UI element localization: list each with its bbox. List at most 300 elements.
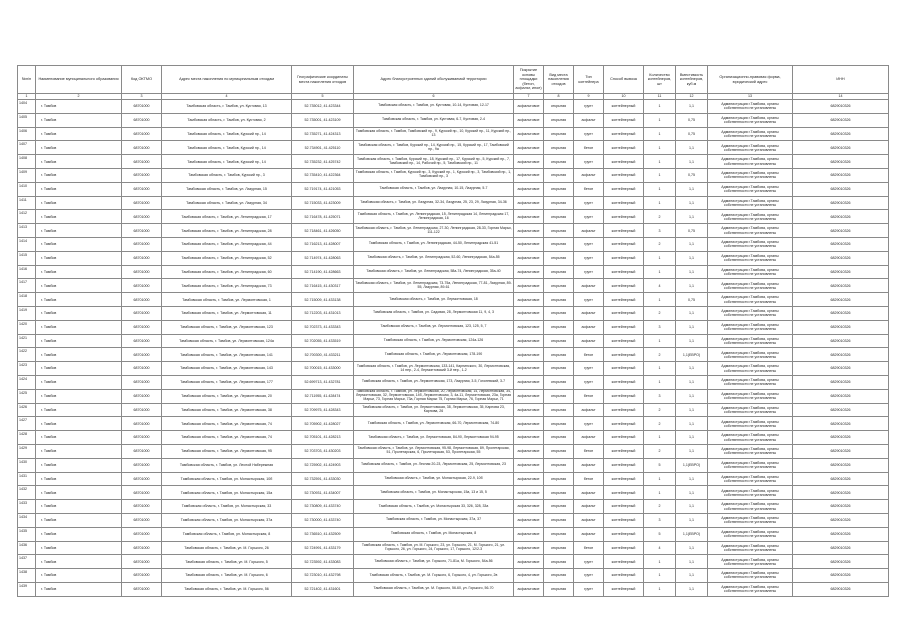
- cell-oktmo-code: 68701000: [122, 403, 162, 417]
- header-row-number: №п/п: [18, 66, 36, 94]
- cell-coordinates: 52.699713, 41.432781: [292, 375, 354, 389]
- cell-surface: асфальтовое: [514, 569, 544, 583]
- cell-removal-method: контейнерный: [604, 417, 644, 431]
- cell-site-address: Тамбовская область, г. Тамбов, ул. Ленинградская, 52: [162, 251, 292, 265]
- column-number-owner: 13: [708, 94, 793, 100]
- cell-municipality: г. Тамбов: [36, 320, 122, 334]
- cell-surface: асфальтовое: [514, 362, 544, 376]
- cell-row-number: 1429: [18, 444, 36, 458]
- cell-surface: асфальтовое: [514, 265, 544, 279]
- cell-owner: Администрация г.Тамбова, органы собственности не установлены: [708, 279, 793, 293]
- cell-served-buildings: Тамбовская область, г. Тамбов, ул. Лермонтовская, 20, Лермонтовская, 14, Лермонтовская, 34, Лермонтовская, 32, Лермонтовская, 14б, Лермонтовская, 3, 4а-11, Лермонтовская, 23а, Горная Марьи, 73, Горная Марьи, 73а, Горная Марьи 75, Горная Марьи, 76, Горная Марьи, 71: [354, 389, 514, 403]
- cell-site-address: Тамбовская область, г. Тамбов, ул. Лесной Набережная: [162, 458, 292, 472]
- cell-container-volume: 0,75: [676, 293, 708, 307]
- cell-container-count: 1: [644, 155, 676, 169]
- cell-site-type: открытая: [544, 127, 574, 141]
- cell-container-volume: 1,1: [676, 334, 708, 348]
- cell-surface: асфальтовое: [514, 458, 544, 472]
- cell-owner: Администрация г.Тамбова, органы собственности не установлены: [708, 444, 793, 458]
- cell-owner: Администрация г.Тамбова, органы собственности не установлены: [708, 210, 793, 224]
- cell-served-buildings: Тамбовская область, г. Тамбов, ул. М. Горького, 56-60, ул. Горького, 56-70: [354, 582, 514, 596]
- cell-inn: 6829010326: [793, 251, 889, 265]
- cell-served-buildings: Тамбовская область, г. Тамбов, Курский пр., 3, Курский пр., 1, Курский пр., 3, Тамбовский пр., 1, Тамбовский пр., 3: [354, 168, 514, 182]
- cell-site-address: Тамбовская область, г. Тамбов, ул. Лермонтовская, 20: [162, 389, 292, 403]
- cell-container-type: грунт: [574, 362, 604, 376]
- cell-site-address: Тамбовская область, г. Тамбов, ул. Лазурная, 15: [162, 182, 292, 196]
- table-row: [18, 100, 889, 114]
- cell-inn: 6829010326: [793, 569, 889, 583]
- cell-site-type: открытая: [544, 513, 574, 527]
- cell-container-count: 1: [644, 569, 676, 583]
- table-body: [18, 100, 889, 597]
- cell-coordinates: 52.735012, 41.423344: [292, 100, 354, 114]
- cell-container-count: 1: [644, 100, 676, 114]
- cell-inn: 6829010326: [793, 306, 889, 320]
- cell-site-type: открытая: [544, 141, 574, 155]
- cell-row-number: 1427: [18, 417, 36, 431]
- column-number-municipality: 2: [36, 94, 122, 100]
- cell-surface: асфальтовое: [514, 293, 544, 307]
- cell-container-count: 2: [644, 403, 676, 417]
- cell-surface: асфальтовое: [514, 155, 544, 169]
- table-row: [18, 293, 889, 307]
- cell-container-type: асфальт: [574, 431, 604, 445]
- cell-municipality: г. Тамбов: [36, 182, 122, 196]
- cell-owner: Администрация г.Тамбова, органы собственности не установлены: [708, 320, 793, 334]
- cell-oktmo-code: 68701000: [122, 417, 162, 431]
- cell-owner: Администрация г.Тамбова, органы собственности не установлены: [708, 513, 793, 527]
- table-row: [18, 403, 889, 417]
- cell-row-number: 1433: [18, 500, 36, 514]
- cell-site-address: Тамбовская область, г. Тамбов, ул. Лермонтовская, 124а: [162, 334, 292, 348]
- cell-removal-method: контейнерный: [604, 168, 644, 182]
- cell-site-address: Тамбовская область, г. Тамбов, ул. Лермонтовская, 1: [162, 293, 292, 307]
- table-row: [18, 500, 889, 514]
- cell-surface: асфальтовое: [514, 113, 544, 127]
- cell-site-address: Тамбовская область, г. Тамбов, ул. Монастырская, 15а: [162, 486, 292, 500]
- cell-municipality: г. Тамбов: [36, 375, 122, 389]
- cell-container-type: асфальт: [574, 168, 604, 182]
- cell-site-type: открытая: [544, 444, 574, 458]
- cell-served-buildings: Тамбовская область, г. Тамбов, ул. Кустовая, 6-7, Кустовая, 2-4: [354, 113, 514, 127]
- cell-coordinates: 52.732591, 41.433030: [292, 472, 354, 486]
- cell-inn: 6829010326: [793, 541, 889, 555]
- cell-owner: Администрация г.Тамбова, органы собственности не установлены: [708, 527, 793, 541]
- cell-surface: асфальтовое: [514, 279, 544, 293]
- cell-owner: Администрация г.Тамбова, органы собственности не установлены: [708, 348, 793, 362]
- cell-surface: асфальтовое: [514, 210, 544, 224]
- cell-container-count: 1: [644, 486, 676, 500]
- cell-surface: асфальтовое: [514, 486, 544, 500]
- cell-container-type: бетон: [574, 141, 604, 155]
- table-row: [18, 306, 889, 320]
- cell-removal-method: контейнерный: [604, 113, 644, 127]
- cell-oktmo-code: 68701000: [122, 541, 162, 555]
- cell-removal-method: контейнерный: [604, 196, 644, 210]
- cell-coordinates: 52.705902, 41.428027: [292, 417, 354, 431]
- cell-container-volume: 1,1: [676, 513, 708, 527]
- cell-container-volume: 1,1: [676, 306, 708, 320]
- cell-inn: 6829010326: [793, 155, 889, 169]
- header-surface: Покрытие основы площадки (бетон, асфальт, иное): [514, 66, 544, 94]
- cell-container-volume: 1,1: [676, 279, 708, 293]
- document-sheet: [17, 65, 888, 597]
- cell-container-count: 5: [644, 458, 676, 472]
- cell-inn: 6829010326: [793, 417, 889, 431]
- cell-coordinates: 52.730000, 41.433740: [292, 513, 354, 527]
- cell-coordinates: 52.725902, 41.424903: [292, 458, 354, 472]
- column-number-row-number: 1: [18, 94, 36, 100]
- cell-inn: 6829010326: [793, 444, 889, 458]
- cell-coordinates: 52.721402, 41.431601: [292, 582, 354, 596]
- cell-coordinates: 52.702373, 41.433343: [292, 320, 354, 334]
- cell-container-count: 2: [644, 306, 676, 320]
- cell-container-count: 1: [644, 168, 676, 182]
- cell-site-type: открытая: [544, 334, 574, 348]
- cell-coordinates: 52.716415, 41.430317: [292, 279, 354, 293]
- cell-served-buildings: Тамбовская область, г. Тамбов, ул. Монастырская, 37а, 37: [354, 513, 514, 527]
- table-row: [18, 513, 889, 527]
- cell-site-type: открытая: [544, 431, 574, 445]
- cell-container-volume: 1,1: [676, 555, 708, 569]
- cell-site-type: открытая: [544, 320, 574, 334]
- cell-municipality: г. Тамбов: [36, 417, 122, 431]
- cell-container-type: асфальт: [574, 334, 604, 348]
- cell-served-buildings: Тамбовская область, г. Тамбов, ул. Монастырская, 15а, 13 и 15, 5: [354, 486, 514, 500]
- cell-oktmo-code: 68701000: [122, 113, 162, 127]
- cell-container-type: асфальт: [574, 527, 604, 541]
- cell-served-buildings: Тамбовская область, г. Тамбов, ул. Ленинградская, 27-30, Ленинградская, 28-33, Горная Марьи, 111-122: [354, 224, 514, 238]
- table-row: [18, 569, 889, 583]
- cell-owner: Администрация г.Тамбова, органы собственности не установлены: [708, 113, 793, 127]
- cell-municipality: г. Тамбов: [36, 100, 122, 114]
- cell-container-volume: 1,1: [676, 582, 708, 596]
- cell-removal-method: контейнерный: [604, 251, 644, 265]
- cell-removal-method: контейнерный: [604, 362, 644, 376]
- table-row: [18, 168, 889, 182]
- cell-served-buildings: Тамбовская область, г. Тамбов, ул. Ленинградская, 73-75а, Ленинградская, 77-81, Лазурная, 89-55, Лазурная, 89-61: [354, 279, 514, 293]
- cell-row-number: 1423: [18, 362, 36, 376]
- cell-site-address: Тамбовская область, г. Тамбов, ул. Лермонтовская, 143: [162, 362, 292, 376]
- cell-container-type: бетон: [574, 182, 604, 196]
- cell-oktmo-code: 68701000: [122, 458, 162, 472]
- cell-oktmo-code: 68701000: [122, 431, 162, 445]
- cell-coordinates: 52.716213, 41.428007: [292, 237, 354, 251]
- cell-site-address: Тамбовская область, г. Тамбов, Курский пр., 14: [162, 155, 292, 169]
- cell-municipality: г. Тамбов: [36, 293, 122, 307]
- cell-container-volume: 0,75: [676, 224, 708, 238]
- cell-served-buildings: Тамбовская область, г. Тамбов, ул. Лермонтовская, 84-90, Лермонтовская 94-95: [354, 431, 514, 445]
- cell-container-count: 3: [644, 513, 676, 527]
- cell-container-count: 1: [644, 375, 676, 389]
- cell-container-count: 2: [644, 348, 676, 362]
- cell-municipality: г. Тамбов: [36, 155, 122, 169]
- cell-container-type: асфальт: [574, 224, 604, 238]
- header-municipality: Наименование муниципального образования: [36, 66, 122, 94]
- cell-coordinates: 52.736510, 41.432509: [292, 527, 354, 541]
- cell-container-count: 1: [644, 251, 676, 265]
- cell-container-type: грунт: [574, 237, 604, 251]
- header-site-address: Адрес места накопления по муниципальным отходам: [162, 66, 292, 94]
- cell-oktmo-code: 68701000: [122, 210, 162, 224]
- cell-surface: асфальтовое: [514, 100, 544, 114]
- cell-container-type: грунт: [574, 555, 604, 569]
- cell-container-type: асфальт: [574, 403, 604, 417]
- cell-row-number: 1416: [18, 265, 36, 279]
- cell-row-number: 1431: [18, 472, 36, 486]
- cell-container-count: 1: [644, 127, 676, 141]
- cell-inn: 6829010326: [793, 265, 889, 279]
- cell-site-type: открытая: [544, 541, 574, 555]
- cell-site-type: открытая: [544, 555, 574, 569]
- cell-municipality: г. Тамбов: [36, 582, 122, 596]
- cell-site-address: Тамбовская область, г. Тамбов, ул. Лермонтовская, 74: [162, 431, 292, 445]
- cell-row-number: 1436: [18, 541, 36, 555]
- column-number-served-buildings: 6: [354, 94, 514, 100]
- cell-container-count: 2: [644, 237, 676, 251]
- cell-oktmo-code: 68701000: [122, 155, 162, 169]
- cell-owner: Администрация г.Тамбова, органы собственности не установлены: [708, 155, 793, 169]
- cell-removal-method: контейнерный: [604, 265, 644, 279]
- cell-site-address: Тамбовская область, г. Тамбов, ул. Монастырская, 10б: [162, 472, 292, 486]
- cell-site-type: открытая: [544, 113, 574, 127]
- cell-row-number: 1439: [18, 582, 36, 596]
- cell-removal-method: контейнерный: [604, 444, 644, 458]
- cell-site-address: Тамбовская область, г. Тамбов, ул. Лермонтовская, 38: [162, 403, 292, 417]
- cell-owner: Администрация г.Тамбова, органы собственности не установлены: [708, 403, 793, 417]
- cell-owner: Администрация г.Тамбова, органы собственности не установлены: [708, 182, 793, 196]
- cell-oktmo-code: 68701000: [122, 182, 162, 196]
- cell-inn: 6829010326: [793, 555, 889, 569]
- cell-inn: 6829010326: [793, 293, 889, 307]
- table-row: [18, 251, 889, 265]
- cell-coordinates: 52.702055, 41.433519: [292, 334, 354, 348]
- cell-served-buildings: Тамбовская область, г. Тамбов, ул. Монастырская, 22-9, 10б: [354, 472, 514, 486]
- cell-surface: асфальтовое: [514, 403, 544, 417]
- cell-served-buildings: Тамбовская область, г. Тамбов, ул. Лазурная, 32-34, Лазурная, 25, 23, 29, Лазурная, 34-36: [354, 196, 514, 210]
- cell-served-buildings: Тамбовская область, г. Тамбов, Курский пр., 14, Курский пр., 15, Курский пр., 17, Тамбовский пр., 9а: [354, 141, 514, 155]
- cell-oktmo-code: 68701000: [122, 306, 162, 320]
- cell-surface: асфальтовое: [514, 251, 544, 265]
- cell-container-volume: 0,75: [676, 113, 708, 127]
- cell-row-number: 1414: [18, 237, 36, 251]
- cell-municipality: г. Тамбов: [36, 141, 122, 155]
- cell-oktmo-code: 68701000: [122, 265, 162, 279]
- cell-site-type: открытая: [544, 569, 574, 583]
- column-number-removal-method: 10: [604, 94, 644, 100]
- table-row: [18, 237, 889, 251]
- cell-site-type: открытая: [544, 582, 574, 596]
- cell-container-count: 1: [644, 182, 676, 196]
- cell-served-buildings: Тамбовская область, г. Тамбов, ул. Лермонтовская, 18: [354, 293, 514, 307]
- cell-removal-method: контейнерный: [604, 334, 644, 348]
- waste-sites-table: [17, 65, 889, 597]
- cell-inn: 6829010326: [793, 168, 889, 182]
- cell-coordinates: 52.724991, 41.433179: [292, 541, 354, 555]
- cell-inn: 6829010326: [793, 458, 889, 472]
- cell-row-number: 1434: [18, 513, 36, 527]
- cell-served-buildings: Тамбовская область, г. Тамбов, ул. Лермонтовская, 38, Лермонтовская, 35, Карпова 23, Карпова, 26: [354, 403, 514, 417]
- cell-municipality: г. Тамбов: [36, 555, 122, 569]
- cell-container-count: 1: [644, 334, 676, 348]
- cell-row-number: 1426: [18, 403, 36, 417]
- header-served-buildings: Адрес благоустроенных зданий обслуживаемой территории: [354, 66, 514, 94]
- cell-oktmo-code: 68701000: [122, 444, 162, 458]
- table-row: [18, 472, 889, 486]
- cell-container-type: грунт: [574, 100, 604, 114]
- table-row: [18, 389, 889, 403]
- column-number-oktmo-code: 3: [122, 94, 162, 100]
- cell-municipality: г. Тамбов: [36, 362, 122, 376]
- cell-removal-method: контейнерный: [604, 582, 644, 596]
- cell-served-buildings: Тамбовская область, г. Тамбов, ул. Кустовая, 10-14, Кустовая, 12-17: [354, 100, 514, 114]
- cell-inn: 6829010326: [793, 224, 889, 238]
- cell-oktmo-code: 68701000: [122, 500, 162, 514]
- cell-inn: 6829010326: [793, 486, 889, 500]
- cell-coordinates: 52.734901, 41.425110: [292, 141, 354, 155]
- cell-inn: 6829010326: [793, 237, 889, 251]
- cell-site-address: Тамбовская область, г. Тамбов, ул. Ленинградская, 44: [162, 237, 292, 251]
- cell-municipality: г. Тамбов: [36, 127, 122, 141]
- cell-served-buildings: Тамбовская область, г. Тамбов, ул. Лермонтовская, 95-98, Лермонтовская, 89, Пролетарская, 51, Пролетарская, 6, Пролетарская, 53, Пролетарская, 55: [354, 444, 514, 458]
- cell-row-number: 1409: [18, 168, 36, 182]
- cell-inn: 6829010326: [793, 472, 889, 486]
- cell-container-type: бетон: [574, 348, 604, 362]
- cell-removal-method: контейнерный: [604, 182, 644, 196]
- cell-removal-method: контейнерный: [604, 500, 644, 514]
- cell-owner: Администрация г.Тамбова, органы собственности не установлены: [708, 541, 793, 555]
- cell-site-address: Тамбовская область, г. Тамбов, Курский пр., 14: [162, 141, 292, 155]
- cell-owner: Администрация г.Тамбова, органы собственности не установлены: [708, 569, 793, 583]
- cell-container-volume: 1,1: [676, 403, 708, 417]
- cell-municipality: г. Тамбов: [36, 306, 122, 320]
- cell-owner: Администрация г.Тамбова, органы собственности не установлены: [708, 555, 793, 569]
- column-number-inn: 14: [793, 94, 889, 100]
- cell-coordinates: 52.735271, 41.424313: [292, 127, 354, 141]
- cell-served-buildings: Тамбовская область, г. Тамбов, ул. Горького, 71-81а, М. Горького, 54а-56: [354, 555, 514, 569]
- cell-container-type: бетон: [574, 444, 604, 458]
- cell-site-address: Тамбовская область, г. Тамбов, ул. М. Горького, 6: [162, 569, 292, 583]
- cell-site-type: открытая: [544, 458, 574, 472]
- cell-container-volume: 1,1: [676, 141, 708, 155]
- cell-inn: 6829010326: [793, 141, 889, 155]
- cell-site-type: открытая: [544, 279, 574, 293]
- cell-inn: 6829010326: [793, 334, 889, 348]
- cell-inn: 6829010326: [793, 100, 889, 114]
- cell-container-count: 2: [644, 500, 676, 514]
- cell-municipality: г. Тамбов: [36, 444, 122, 458]
- column-number-container-count: 11: [644, 94, 676, 100]
- cell-container-volume: 1,1: [676, 444, 708, 458]
- cell-owner: Администрация г.Тамбова, органы собственности не установлены: [708, 141, 793, 155]
- column-number-surface: 7: [514, 94, 544, 100]
- table-row: [18, 417, 889, 431]
- cell-coordinates: 52.711955, 41.428474: [292, 389, 354, 403]
- cell-row-number: 1408: [18, 155, 36, 169]
- table-row: [18, 182, 889, 196]
- cell-municipality: г. Тамбов: [36, 348, 122, 362]
- cell-oktmo-code: 68701000: [122, 168, 162, 182]
- cell-oktmo-code: 68701000: [122, 141, 162, 155]
- cell-owner: Администрация г.Тамбова, органы собственности не установлены: [708, 362, 793, 376]
- cell-row-number: 1428: [18, 431, 36, 445]
- cell-container-type: асфальт: [574, 500, 604, 514]
- cell-owner: Администрация г.Тамбова, органы собственности не установлены: [708, 127, 793, 141]
- cell-container-volume: 1,1(ЕВРО): [676, 527, 708, 541]
- table-row: [18, 348, 889, 362]
- cell-site-address: Тамбовская область, г. Тамбов, Курский пр., 3: [162, 168, 292, 182]
- cell-oktmo-code: 68701000: [122, 555, 162, 569]
- cell-container-type: асфальт: [574, 486, 604, 500]
- cell-municipality: г. Тамбов: [36, 168, 122, 182]
- table-row: [18, 320, 889, 334]
- cell-container-volume: 1,1(ЕВРО): [676, 458, 708, 472]
- cell-removal-method: контейнерный: [604, 458, 644, 472]
- cell-row-number: 1406: [18, 127, 36, 141]
- cell-municipality: г. Тамбов: [36, 334, 122, 348]
- cell-surface: асфальтовое: [514, 431, 544, 445]
- cell-oktmo-code: 68701000: [122, 196, 162, 210]
- cell-municipality: г. Тамбов: [36, 251, 122, 265]
- cell-inn: 6829010326: [793, 431, 889, 445]
- cell-site-type: открытая: [544, 417, 574, 431]
- table-row: [18, 334, 889, 348]
- cell-coordinates: 52.730931, 41.434007: [292, 486, 354, 500]
- cell-coordinates: 52.718461, 41.426050: [292, 224, 354, 238]
- column-number-site-type: 8: [544, 94, 574, 100]
- cell-removal-method: контейнерный: [604, 100, 644, 114]
- cell-coordinates: 52.705101, 41.428213: [292, 431, 354, 445]
- cell-container-volume: 1,1: [676, 100, 708, 114]
- cell-container-count: 1: [644, 362, 676, 376]
- cell-surface: асфальтовое: [514, 500, 544, 514]
- cell-container-volume: 1,1: [676, 569, 708, 583]
- cell-owner: Администрация г.Тамбова, органы собственности не установлены: [708, 582, 793, 596]
- cell-owner: Администрация г.Тамбова, органы собственности не установлены: [708, 168, 793, 182]
- cell-inn: 6829010326: [793, 320, 889, 334]
- cell-site-address: Тамбовская область, г. Тамбов, ул. Лазурная, 34: [162, 196, 292, 210]
- cell-removal-method: контейнерный: [604, 541, 644, 555]
- cell-container-type: грунт: [574, 293, 604, 307]
- cell-site-type: открытая: [544, 500, 574, 514]
- cell-removal-method: контейнерный: [604, 155, 644, 169]
- header-container-volume: Вместимость контейнеров, куб.м: [676, 66, 708, 94]
- table-row: [18, 279, 889, 293]
- cell-surface: асфальтовое: [514, 141, 544, 155]
- cell-container-type: грунт: [574, 582, 604, 596]
- cell-inn: 6829010326: [793, 527, 889, 541]
- cell-removal-method: контейнерный: [604, 141, 644, 155]
- cell-inn: 6829010326: [793, 279, 889, 293]
- cell-owner: Администрация г.Тамбова, органы собственности не установлены: [708, 237, 793, 251]
- cell-container-count: 1: [644, 196, 676, 210]
- cell-inn: 6829010326: [793, 500, 889, 514]
- cell-coordinates: 52.719174, 41.421053: [292, 182, 354, 196]
- column-number-container-type: 9: [574, 94, 604, 100]
- cell-municipality: г. Тамбов: [36, 527, 122, 541]
- cell-municipality: г. Тамбов: [36, 237, 122, 251]
- cell-owner: Администрация г.Тамбова, органы собственности не установлены: [708, 293, 793, 307]
- cell-site-type: открытая: [544, 224, 574, 238]
- cell-inn: 6829010326: [793, 389, 889, 403]
- cell-site-address: Тамбовская область, г. Тамбов, Курский пр., 14: [162, 127, 292, 141]
- cell-served-buildings: Тамбовская область, г. Тамбов, ул. М. Горького, 6, Горького, 4, ул. Горького, 2в: [354, 569, 514, 583]
- cell-row-number: 1412: [18, 210, 36, 224]
- cell-surface: асфальтовое: [514, 444, 544, 458]
- cell-coordinates: 52.700015, 41.433000: [292, 362, 354, 376]
- cell-owner: Администрация г.Тамбова, органы собственности не установлены: [708, 306, 793, 320]
- cell-container-type: грунт: [574, 375, 604, 389]
